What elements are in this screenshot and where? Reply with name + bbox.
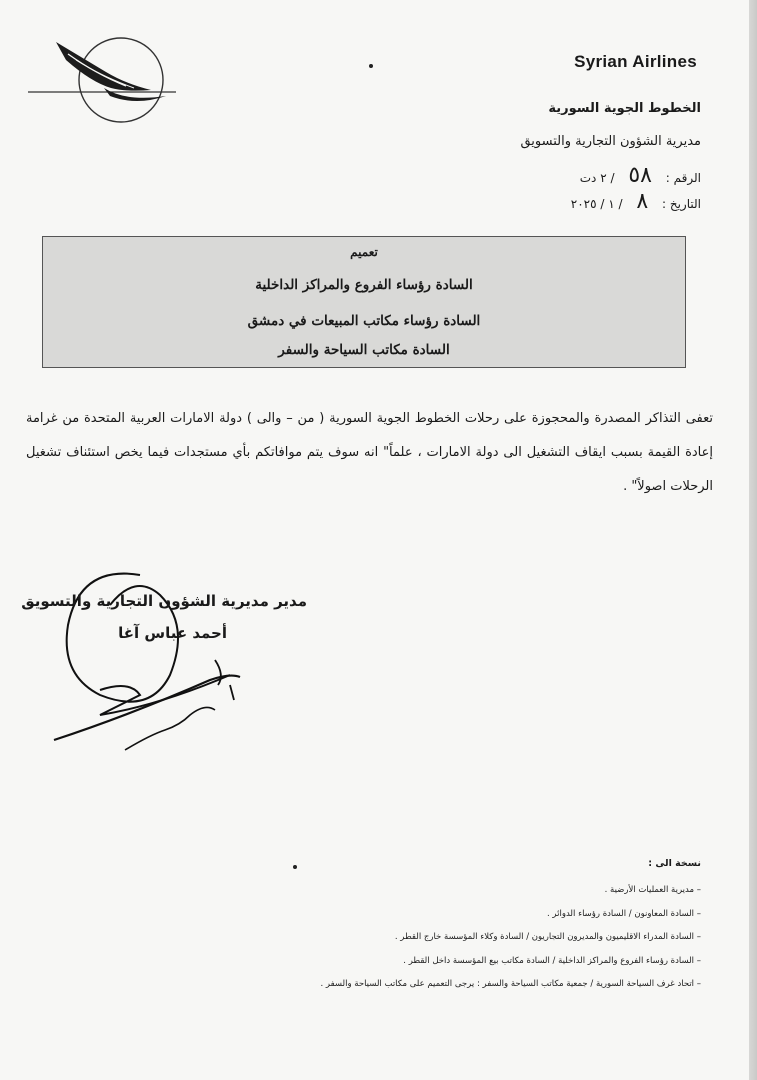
speck (369, 64, 373, 68)
list-item: – السادة المعاونون / السادة رؤساء الدوائر . (547, 908, 701, 919)
date-month: ١ (608, 197, 615, 211)
circular-recipient-3: السادة مكاتب السياحة والسفر (278, 342, 450, 358)
org-name: الخطوط الجوية السورية (548, 101, 701, 116)
list-item: – مديرية العمليات الأرضية . (604, 885, 701, 895)
department-name: مديرية الشؤون التجارية والتسويق (520, 134, 701, 149)
brand-name: Syrian Airlines (574, 52, 697, 71)
date-label: التاريخ (669, 197, 701, 211)
date-year: ٢٠٢٥ (570, 197, 597, 211)
date-line: التاريخ : ٨ / ١ / ٢٠٢٥ (570, 189, 701, 214)
reference-line: الرقم : ٥٨ / ٢ دت (579, 163, 701, 188)
speck (293, 865, 297, 869)
circular-title: تعميم (350, 245, 378, 259)
circular-recipient-2: السادة رؤساء مكاتب المبيعات في دمشق (247, 313, 481, 329)
list-item: – السادة رؤساء الفروع والمراكز الداخلية / السادة مكاتب بيع المؤسسة داخل القطر . (403, 955, 701, 966)
circular-box (42, 236, 686, 368)
list-item: – اتحاد غرف السياحة السورية / جمعية مكاتب السياحة والسفر : يرجى التعميم على مكاتب السياحة والسفر . (320, 979, 701, 989)
cc-list (141, 879, 701, 997)
signatory-title: مدير مديرية الشؤون التجارية والتسويق (21, 592, 307, 610)
cc-title: نسخة الى : (648, 858, 701, 869)
airline-logo (26, 30, 186, 125)
page-edge (749, 0, 757, 1080)
ref-number: ٥٨ (628, 163, 652, 188)
ref-suffix: ٢ دت (579, 171, 607, 185)
body-paragraph: تعفى التذاكر المصدرة والمحجوزة على رحلات الخطوط الجوية السورية ( من – والى ) دولة الامارات العربية المتحدة من غرامة إعادة القيمة بسبب ايقاف التشغيل الى دولة الامارات ، علماً" انه سوف يتم موافاتكم بأي مستجدات فيما يخص استئناف تشغيل الرحلات اصولاً" . (26, 411, 713, 494)
signatory-name: أحمد عباس آغا (118, 624, 227, 642)
date-day: ٨ (636, 189, 649, 214)
ref-label: الرقم (673, 171, 701, 185)
list-item: – السادة المدراء الاقليميون والمديرون التجاريون / السادة وكلاء المؤسسة خارج القطر . (394, 932, 701, 942)
circular-recipient-1: السادة رؤساء الفروع والمراكز الداخلية (255, 277, 473, 293)
